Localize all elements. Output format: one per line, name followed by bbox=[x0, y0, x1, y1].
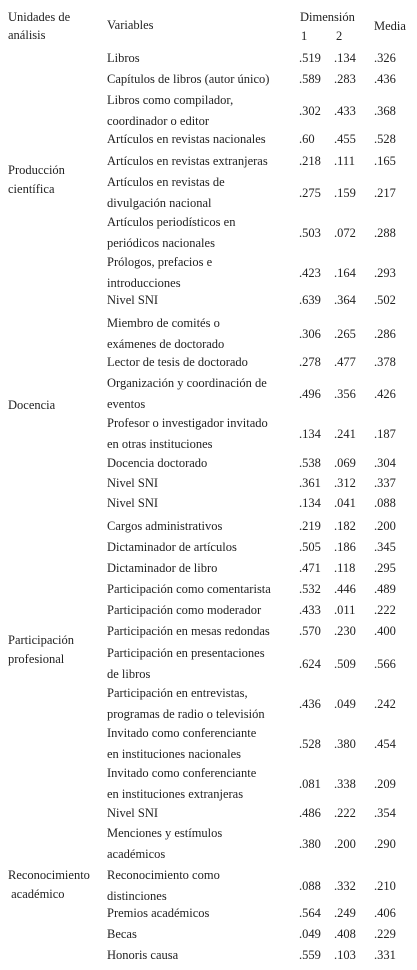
dimension-1-value: .278 bbox=[299, 355, 321, 369]
media-value: .566 bbox=[374, 657, 396, 671]
variable-label-line: Capítulos de libros (autor único) bbox=[107, 72, 270, 86]
variable-label bbox=[107, 473, 297, 494]
header-media: Media bbox=[374, 19, 406, 33]
media-value: .217 bbox=[374, 186, 396, 200]
variable-label bbox=[107, 823, 297, 865]
dimension-2-value: .164 bbox=[334, 266, 356, 280]
variable-label bbox=[107, 252, 297, 294]
media-value: .436 bbox=[374, 72, 396, 86]
dimension-1-value: .423 bbox=[299, 266, 321, 280]
variable-label bbox=[107, 723, 297, 765]
variable-label-line: Nivel SNI bbox=[107, 293, 159, 307]
media-value: .088 bbox=[374, 496, 396, 510]
dimension-2-value: .072 bbox=[334, 226, 356, 240]
variable-label-line: Participación en entrevistas, bbox=[107, 686, 248, 700]
dimension-1-value: .496 bbox=[299, 387, 321, 401]
dimension-2-value: .118 bbox=[334, 561, 356, 575]
variable-label bbox=[107, 558, 297, 579]
dimension-1-value: .639 bbox=[299, 293, 321, 307]
variable-label bbox=[107, 621, 297, 642]
dimension-2-value: .509 bbox=[334, 657, 356, 671]
dimension-1-value: .564 bbox=[299, 906, 321, 920]
dimension-1-value: .380 bbox=[299, 837, 321, 851]
media-value: .426 bbox=[374, 387, 396, 401]
dimension-2-value: .069 bbox=[334, 456, 356, 470]
media-value: .288 bbox=[374, 226, 396, 240]
variable-label-line: Becas bbox=[107, 927, 137, 941]
dimension-2-value: .111 bbox=[334, 154, 355, 168]
unit-label-line1: Producción bbox=[8, 163, 65, 177]
dimension-1-value: .532 bbox=[299, 582, 321, 596]
variable-label-line: Artículos en revistas extranjeras bbox=[107, 154, 268, 168]
media-value: .337 bbox=[374, 476, 396, 490]
variable-label-line: Participación en mesas redondas bbox=[107, 624, 270, 638]
dimension-2-value: .011 bbox=[334, 603, 356, 617]
dimension-1-value: .049 bbox=[299, 927, 321, 941]
dimension-2-value: .455 bbox=[334, 132, 356, 146]
unit-label-line2: científica bbox=[8, 182, 55, 196]
dimension-2-value: .332 bbox=[334, 879, 356, 893]
variable-label-line: divulgación nacional bbox=[107, 196, 212, 210]
unit-label-line1: Participación bbox=[8, 633, 74, 647]
header-variables: Variables bbox=[107, 18, 154, 32]
dimension-1-value: .306 bbox=[299, 327, 321, 341]
variable-label-line: Menciones y estímulos bbox=[107, 826, 223, 840]
unit-label-line1: Docencia bbox=[8, 398, 56, 412]
dimension-2-value: .408 bbox=[334, 927, 356, 941]
variable-label bbox=[107, 151, 297, 172]
variable-label-line: Participación como moderador bbox=[107, 603, 262, 617]
media-value: .242 bbox=[374, 697, 396, 711]
variable-label bbox=[107, 69, 297, 90]
dimension-1-value: .081 bbox=[299, 777, 321, 791]
media-value: .295 bbox=[374, 561, 396, 575]
media-value: .454 bbox=[374, 737, 396, 751]
dimension-2-value: .222 bbox=[334, 806, 356, 820]
media-value: .528 bbox=[374, 132, 396, 146]
variable-label bbox=[107, 413, 297, 455]
dimension-1-value: .589 bbox=[299, 72, 321, 86]
dimension-1-value: .60 bbox=[299, 132, 315, 146]
dimension-1-value: .433 bbox=[299, 603, 321, 617]
variable-label bbox=[107, 579, 297, 600]
variable-label bbox=[107, 945, 297, 966]
dimension-2-value: .283 bbox=[334, 72, 356, 86]
media-value: .222 bbox=[374, 603, 396, 617]
media-value: .354 bbox=[374, 806, 396, 820]
variable-label-line: Participación como comentarista bbox=[107, 582, 271, 596]
dimension-1-value: .361 bbox=[299, 476, 321, 490]
media-value: .286 bbox=[374, 327, 396, 341]
dimension-1-value: .528 bbox=[299, 737, 321, 751]
variable-label-line: Invitado como conferenciante bbox=[107, 726, 257, 740]
unit-label-line2: académico bbox=[8, 887, 65, 901]
media-value: .406 bbox=[374, 906, 396, 920]
variable-label-line: en instituciones nacionales bbox=[107, 747, 241, 761]
media-value: .304 bbox=[374, 456, 396, 470]
dimension-2-value: .265 bbox=[334, 327, 356, 341]
variable-label-line: Participación en presentaciones bbox=[107, 646, 265, 660]
dimension-1-value: .134 bbox=[299, 496, 321, 510]
media-value: .290 bbox=[374, 837, 396, 851]
header-dim2: 2 bbox=[336, 29, 343, 43]
variable-label-line: Nivel SNI bbox=[107, 806, 159, 820]
variable-label bbox=[107, 352, 297, 373]
variable-label-line: Profesor o investigador invitado bbox=[107, 416, 268, 430]
variable-label-line: Cargos administrativos bbox=[107, 519, 223, 533]
variable-label-line: de libros bbox=[107, 667, 151, 681]
media-value: .345 bbox=[374, 540, 396, 554]
variable-label-line: Dictaminador de artículos bbox=[107, 540, 237, 554]
media-value: .165 bbox=[374, 154, 396, 168]
dimension-2-value: .134 bbox=[334, 51, 356, 65]
dimension-2-value: .364 bbox=[334, 293, 356, 307]
dimension-2-value: .103 bbox=[334, 948, 356, 962]
variable-label-line: Reconocimiento como bbox=[107, 868, 220, 882]
dimension-1-value: .538 bbox=[299, 456, 321, 470]
variable-label-line: Prólogos, prefacios e bbox=[107, 255, 213, 269]
media-value: .400 bbox=[374, 624, 396, 638]
variable-label bbox=[107, 803, 297, 824]
dimension-2-value: .200 bbox=[334, 837, 356, 851]
variable-label bbox=[107, 290, 297, 311]
media-value: .187 bbox=[374, 427, 396, 441]
variable-label bbox=[107, 48, 297, 69]
dimension-2-value: .356 bbox=[334, 387, 356, 401]
media-value: .331 bbox=[374, 948, 396, 962]
dimension-2-value: .230 bbox=[334, 624, 356, 638]
variable-label bbox=[107, 129, 297, 150]
variable-label bbox=[107, 683, 297, 725]
media-value: .326 bbox=[374, 51, 396, 65]
dimension-2-value: .049 bbox=[334, 697, 356, 711]
dimension-2-value: .446 bbox=[334, 582, 356, 596]
dimension-2-value: .041 bbox=[334, 496, 356, 510]
variable-label-line: Honoris causa bbox=[107, 948, 179, 962]
media-value: .210 bbox=[374, 879, 396, 893]
header-dimension: Dimensión bbox=[300, 10, 355, 24]
dimension-1-value: .624 bbox=[299, 657, 321, 671]
variable-label-line: introducciones bbox=[107, 276, 181, 290]
dimension-1-value: .505 bbox=[299, 540, 321, 554]
dimension-1-value: .503 bbox=[299, 226, 321, 240]
dimension-1-value: .519 bbox=[299, 51, 321, 65]
variable-label-line: coordinador o editor bbox=[107, 114, 210, 128]
media-value: .209 bbox=[374, 777, 396, 791]
unit-label-line1: Reconocimiento bbox=[8, 868, 90, 882]
media-value: .293 bbox=[374, 266, 396, 280]
variable-label bbox=[107, 313, 297, 355]
variable-label-line: Docencia doctorado bbox=[107, 456, 208, 470]
variable-label bbox=[107, 516, 297, 537]
variable-label-line: eventos bbox=[107, 397, 146, 411]
variable-label bbox=[107, 903, 297, 924]
header-unit-line2: análisis bbox=[8, 28, 46, 42]
dimension-2-value: .241 bbox=[334, 427, 356, 441]
variable-label bbox=[107, 172, 297, 214]
variable-label bbox=[107, 924, 297, 945]
variable-label bbox=[107, 537, 297, 558]
variable-label-line: Dictaminador de libro bbox=[107, 561, 218, 575]
dimension-1-value: .219 bbox=[299, 519, 321, 533]
media-value: .489 bbox=[374, 582, 396, 596]
media-value: .368 bbox=[374, 104, 396, 118]
variable-label bbox=[107, 600, 297, 621]
variable-label-line: Invitado como conferenciante bbox=[107, 766, 257, 780]
variable-label-line: Premios académicos bbox=[107, 906, 210, 920]
dimension-1-value: .088 bbox=[299, 879, 321, 893]
variable-label-line: periódicos nacionales bbox=[107, 236, 215, 250]
variable-label bbox=[107, 493, 297, 514]
header-dim1: 1 bbox=[301, 29, 308, 43]
dimension-1-value: .559 bbox=[299, 948, 321, 962]
dimension-2-value: .380 bbox=[334, 737, 356, 751]
dimension-2-value: .249 bbox=[334, 906, 356, 920]
dimension-2-value: .338 bbox=[334, 777, 356, 791]
variable-label bbox=[107, 865, 297, 907]
variable-label-line: exámenes de doctorado bbox=[107, 337, 225, 351]
dimension-1-value: .302 bbox=[299, 104, 321, 118]
variable-label-line: académicos bbox=[107, 847, 166, 861]
media-value: .229 bbox=[374, 927, 396, 941]
variable-label-line: programas de radio o televisión bbox=[107, 707, 265, 721]
variable-label-line: Lector de tesis de doctorado bbox=[107, 355, 248, 369]
variable-label-line: distinciones bbox=[107, 889, 167, 903]
dimension-2-value: .186 bbox=[334, 540, 356, 554]
dimension-2-value: .433 bbox=[334, 104, 356, 118]
dimension-1-value: .275 bbox=[299, 186, 321, 200]
variable-label-line: Artículos periodísticos en bbox=[107, 215, 236, 229]
dimension-2-value: .312 bbox=[334, 476, 356, 490]
dimension-2-value: .477 bbox=[334, 355, 356, 369]
variable-label-line: Artículos en revistas nacionales bbox=[107, 132, 266, 146]
variable-label-line: en instituciones extranjeras bbox=[107, 787, 244, 801]
media-value: .502 bbox=[374, 293, 396, 307]
dimension-1-value: .436 bbox=[299, 697, 321, 711]
variable-label-line: Nivel SNI bbox=[107, 476, 159, 490]
variable-label-line: Miembro de comités o bbox=[107, 316, 220, 330]
variable-label bbox=[107, 373, 297, 415]
variable-label bbox=[107, 212, 297, 254]
variable-label bbox=[107, 763, 297, 805]
dimension-1-value: .570 bbox=[299, 624, 321, 638]
variable-label bbox=[107, 643, 297, 685]
dimension-1-value: .486 bbox=[299, 806, 321, 820]
variable-label-line: Libros como compilador, bbox=[107, 93, 234, 107]
variable-label-line: en otras instituciones bbox=[107, 437, 213, 451]
dimension-2-value: .159 bbox=[334, 186, 356, 200]
variable-label bbox=[107, 90, 297, 132]
dimension-1-value: .218 bbox=[299, 154, 321, 168]
media-value: .378 bbox=[374, 355, 396, 369]
dimension-1-value: .471 bbox=[299, 561, 321, 575]
dimension-2-value: .182 bbox=[334, 519, 356, 533]
variable-label-line: Artículos en revistas de bbox=[107, 175, 225, 189]
variable-label-line: Organización y coordinación de bbox=[107, 376, 267, 390]
dimension-1-value: .134 bbox=[299, 427, 321, 441]
media-value: .200 bbox=[374, 519, 396, 533]
unit-label-line2: profesional bbox=[8, 652, 65, 666]
variable-label bbox=[107, 453, 297, 474]
variable-label-line: Libros bbox=[107, 51, 140, 65]
header-unit-line1: Unidades de bbox=[8, 10, 71, 24]
variable-label-line: Nivel SNI bbox=[107, 496, 159, 510]
